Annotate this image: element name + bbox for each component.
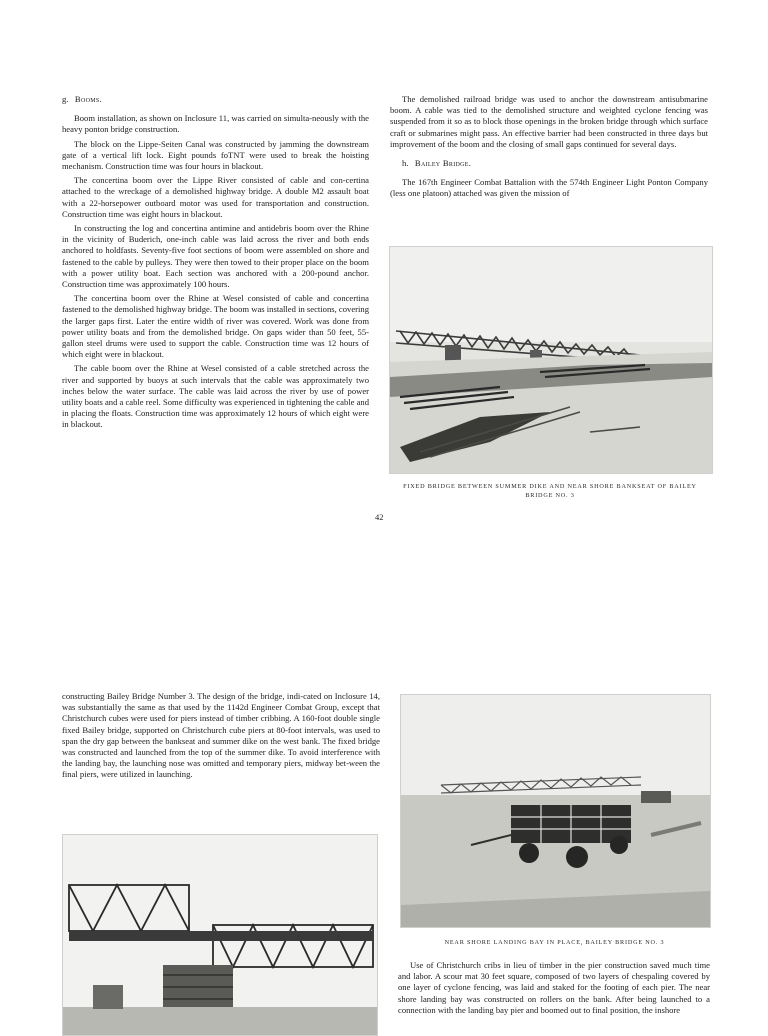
photo-caption: NEAR SHORE LANDING BAY IN PLACE, BAILEY BRIDGE NO. 3: [444, 939, 665, 946]
section-heading-bailey-bridge: h. Bailey Bridge.: [402, 158, 472, 169]
paragraph: The demolished railroad bridge was used to anchor the downstream antisubmarine boom. A cable was tied to the demolished structure and weighted cyclone fencing was suspended from it so as to block those openings in the broken bridge through which surface craft or submarines might pass. An effective barrier had been constructed in three days but improvement of the boom and the closing of small gaps continued for several days.: [390, 94, 708, 149]
page1-right-column: [390, 94, 708, 203]
paragraph: Use of Christchurch cribs in lieu of timber in the pier construction saved much time and labor. A scour mat 30 feet square, composed of two layers of chespaling covered by one layer of cyclone fencing, was laid and staked for the footing of each pier. The near shore landing bay was constructed on rollers on the bank. After being launched to a connection with the landing bay pier and boomed out to final position, the inshore: [398, 960, 710, 1015]
landing-bay-photo-image: [401, 695, 710, 927]
page2-right-column: [398, 960, 710, 1019]
paragraph: The block on the Lippe-Seiten Canal was constructed by jamming the downstream gate of a vertical lift lock. Eight pounds foTNT were used to break the hoisting mechanism. Construction time was four hours in blackout.: [62, 138, 369, 172]
section-heading-booms: g. Booms.: [62, 94, 102, 104]
photo-fixed-bridge: [389, 246, 713, 474]
paragraph: The 167th Engineer Combat Battalion with the 574th Engineer Light Ponton Company (less one platoon) attached was given the mission of: [390, 177, 708, 199]
page2-left-column: [62, 691, 380, 784]
paragraph: In constructing the log and concertina antimine and antidebris boom over the Rhine in the vicinity of Buderich, one-inch cable was laid across the river and both ends anchored to holdfasts. Seventy-five foot sections of boom were assembled on shore and fastened to the cable by pulleys. They were then towed to their proper place on the boom with a power utility boat. Each section was anchored with a 200-pound anchor. Construction time was approximately 100 hours.: [62, 223, 369, 290]
photo-bridge-piers: [62, 834, 378, 1036]
paragraph: Boom installation, as shown on Inclosure 11, was carried on simulta-neously with the heavy ponton bridge construction.: [62, 113, 369, 135]
paragraph: The cable boom over the Rhine at Wesel consisted of a cable stretched across the river and supported by buoys at such intervals that the cable was approximately two inches below the water surface. The cable was laid across the river by use of power utility boats and a cable reel. Some difficulty was experienced in tightening the cable and in placing the floats. Construction time was approximately 12 hours of which eight were in blackout.: [62, 363, 369, 430]
paragraph: constructing Bailey Bridge Number 3. The design of the bridge, indi-cated on Inclosure 14, was substantially the same as that used by the 1142d Engineer Combat Group, except that Christchurch cubes were used for piers instead of timber cribbing. A 160-foot double single fixed Bailey bridge, supported on Christchurch cube piers at 80-foot intervals, was used to span the dry gap between the bankseat and summer dike on the west bank. The fixed bridge was constructed and launched from the top of the summer dike. To avoid interference with the landing bay, the launching nose was omitted and temporary piers, midway bet-ween the final piers, were utilized in launching.: [62, 691, 380, 780]
bridge-piers-photo-image: [63, 835, 377, 1035]
page1-left-column: [62, 94, 369, 434]
photo-caption: FIXED BRIDGE BETWEEN SUMMER DIKE AND NEAR SHORE BANKSEAT OF BAILEY BRIDGE NO. 3: [403, 483, 697, 499]
paragraph: The concertina boom over the Lippe River consisted of cable and con-certina attached to the wreckage of a demolished highway bridge. A double M2 assault boat with a 22-horsepower outboard motor was used for transportation and construction. Construction time was eight hours in blackout.: [62, 175, 369, 219]
page-number: 42: [375, 512, 384, 522]
fixed-bridge-photo-image: [390, 247, 712, 473]
photo-landing-bay: [400, 694, 711, 928]
paragraph: The concertina boom over the Rhine at Wesel consisted of cable and concertina fastened to the demolished highway bridge. The boom was installed in sections, covering the larger gaps first. Later the entire width of river was covered. Work was done from power utility boats and from the demolished bridge. On gaps wider than 50 feet, 55-gallon steel drums were used to support the cable. Construction time was 12 hours of which eight were in blackout.: [62, 293, 369, 360]
